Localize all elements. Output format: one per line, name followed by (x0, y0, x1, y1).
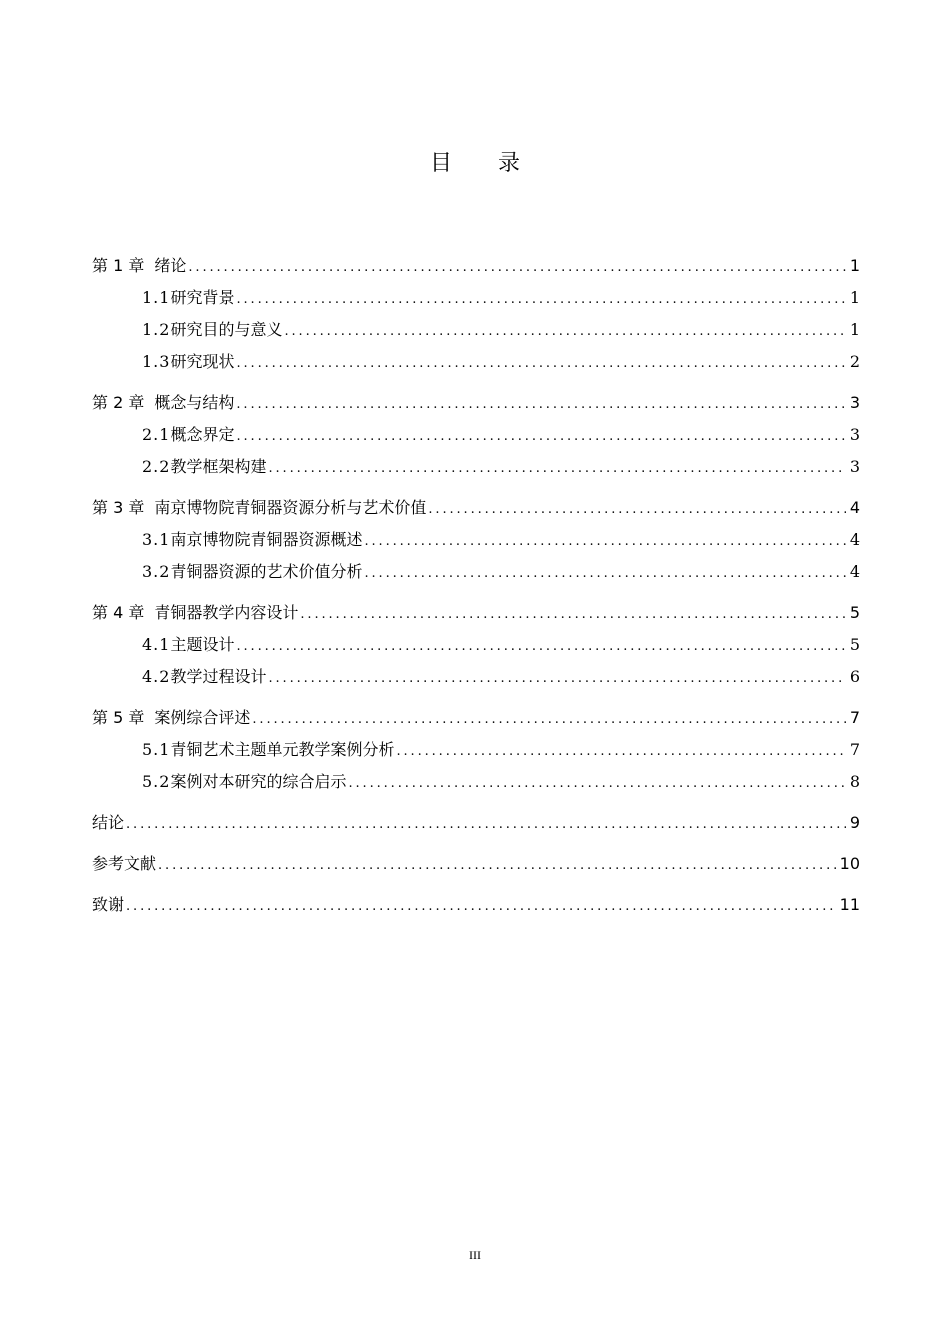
chapter-number: 第 1 章 (92, 256, 145, 275)
dot-leader (236, 421, 845, 453)
section-number: 1.3 (142, 352, 171, 371)
dot-leader (396, 736, 845, 768)
page-number: 6 (849, 667, 860, 686)
toc-section-entry[interactable] (92, 451, 860, 483)
section-number: 1.2 (142, 320, 171, 339)
section-number: 4.1 (142, 635, 171, 654)
chapter-title: 结论 (92, 813, 125, 832)
dot-leader (236, 284, 845, 316)
toc-chapter-entry[interactable] (92, 702, 860, 734)
toc-title-char-2: 录 (498, 151, 521, 176)
dot-leader (284, 316, 845, 348)
chapter-number: 第 3 章 (92, 498, 145, 517)
page-number: 4 (849, 498, 860, 517)
page-number: 4 (849, 530, 860, 549)
page-number: 10 (839, 854, 860, 873)
section-title: 研究目的与意义 (170, 320, 283, 339)
page-number: 1 (849, 320, 860, 339)
chapter-title: 青铜器教学内容设计 (154, 603, 299, 622)
page-number: 8 (849, 772, 860, 791)
dot-leader (252, 704, 845, 736)
section-title: 研究现状 (170, 352, 235, 371)
section-title: 教学过程设计 (170, 667, 267, 686)
page-number: 11 (839, 895, 860, 914)
page-number: 4 (849, 562, 860, 581)
toc-section-entry[interactable] (92, 282, 860, 314)
toc-title-char-1: 目 (429, 151, 452, 176)
dot-leader (428, 494, 845, 526)
toc-section-entry[interactable] (92, 346, 860, 378)
page-number: 5 (849, 635, 860, 654)
dot-leader (348, 768, 845, 800)
dot-leader (268, 453, 845, 485)
section-title: 教学框架构建 (170, 457, 267, 476)
dot-leader (188, 252, 845, 284)
toc-section-entry[interactable] (92, 661, 860, 693)
dot-leader (300, 599, 845, 631)
dot-leader (158, 850, 836, 882)
page-number: 2 (849, 352, 860, 371)
toc-section-entry[interactable] (92, 556, 860, 588)
dot-leader (236, 631, 845, 663)
chapter-title: 致谢 (92, 895, 125, 914)
dot-leader (126, 891, 836, 923)
section-number: 3.1 (142, 530, 171, 549)
page-number: 9 (849, 813, 860, 832)
dot-leader (364, 558, 845, 590)
toc-title (0, 146, 950, 177)
toc-chapter-entry[interactable] (92, 387, 860, 419)
section-number: 3.2 (142, 562, 171, 581)
page-number: 1 (849, 256, 860, 275)
page-number: 3 (849, 393, 860, 412)
toc-section-entry[interactable] (92, 524, 860, 556)
page-number: 3 (849, 457, 860, 476)
dot-leader (268, 663, 845, 695)
toc-section-entry[interactable] (92, 629, 860, 661)
chapter-number: 第 2 章 (92, 393, 145, 412)
toc-section-entry[interactable] (92, 419, 860, 451)
section-number: 5.1 (142, 740, 171, 759)
section-number: 4.2 (142, 667, 171, 686)
toc-chapter-entry[interactable] (92, 492, 860, 524)
toc-section-entry[interactable] (92, 314, 860, 346)
toc-chapter-entry[interactable] (92, 597, 860, 629)
dot-leader (126, 809, 846, 841)
page-number: 7 (849, 708, 860, 727)
toc-chapter-entry[interactable] (92, 807, 860, 839)
toc-chapter-entry[interactable] (92, 848, 860, 880)
page-footer-number: III (469, 1248, 481, 1262)
section-title: 研究背景 (170, 288, 235, 307)
section-title: 青铜器资源的艺术价值分析 (170, 562, 363, 581)
toc-section-entry[interactable] (92, 766, 860, 798)
section-number: 2.2 (142, 457, 171, 476)
chapter-title: 绪论 (154, 256, 187, 275)
chapter-title: 参考文献 (92, 854, 157, 873)
section-title: 概念界定 (170, 425, 235, 444)
page-number: 5 (849, 603, 860, 622)
dot-leader (236, 348, 845, 380)
section-title: 青铜艺术主题单元教学案例分析 (170, 740, 395, 759)
section-number: 2.1 (142, 425, 171, 444)
section-title: 主题设计 (170, 635, 235, 654)
section-number: 5.2 (142, 772, 171, 791)
toc-chapter-entry[interactable] (92, 250, 860, 282)
table-of-contents (92, 250, 860, 921)
dot-leader (364, 526, 845, 558)
chapter-title: 南京博物院青铜器资源分析与艺术价值 (154, 498, 427, 517)
toc-chapter-entry[interactable] (92, 889, 860, 921)
page-number: 7 (849, 740, 860, 759)
page-number: 1 (849, 288, 860, 307)
section-title: 案例对本研究的综合启示 (170, 772, 347, 791)
chapter-number: 第 4 章 (92, 603, 145, 622)
chapter-title: 案例综合评述 (154, 708, 251, 727)
section-number: 1.1 (142, 288, 171, 307)
chapter-title: 概念与结构 (154, 393, 235, 412)
toc-section-entry[interactable] (92, 734, 860, 766)
dot-leader (236, 389, 845, 421)
chapter-number: 第 5 章 (92, 708, 145, 727)
page-number: 3 (849, 425, 860, 444)
section-title: 南京博物院青铜器资源概述 (170, 530, 363, 549)
